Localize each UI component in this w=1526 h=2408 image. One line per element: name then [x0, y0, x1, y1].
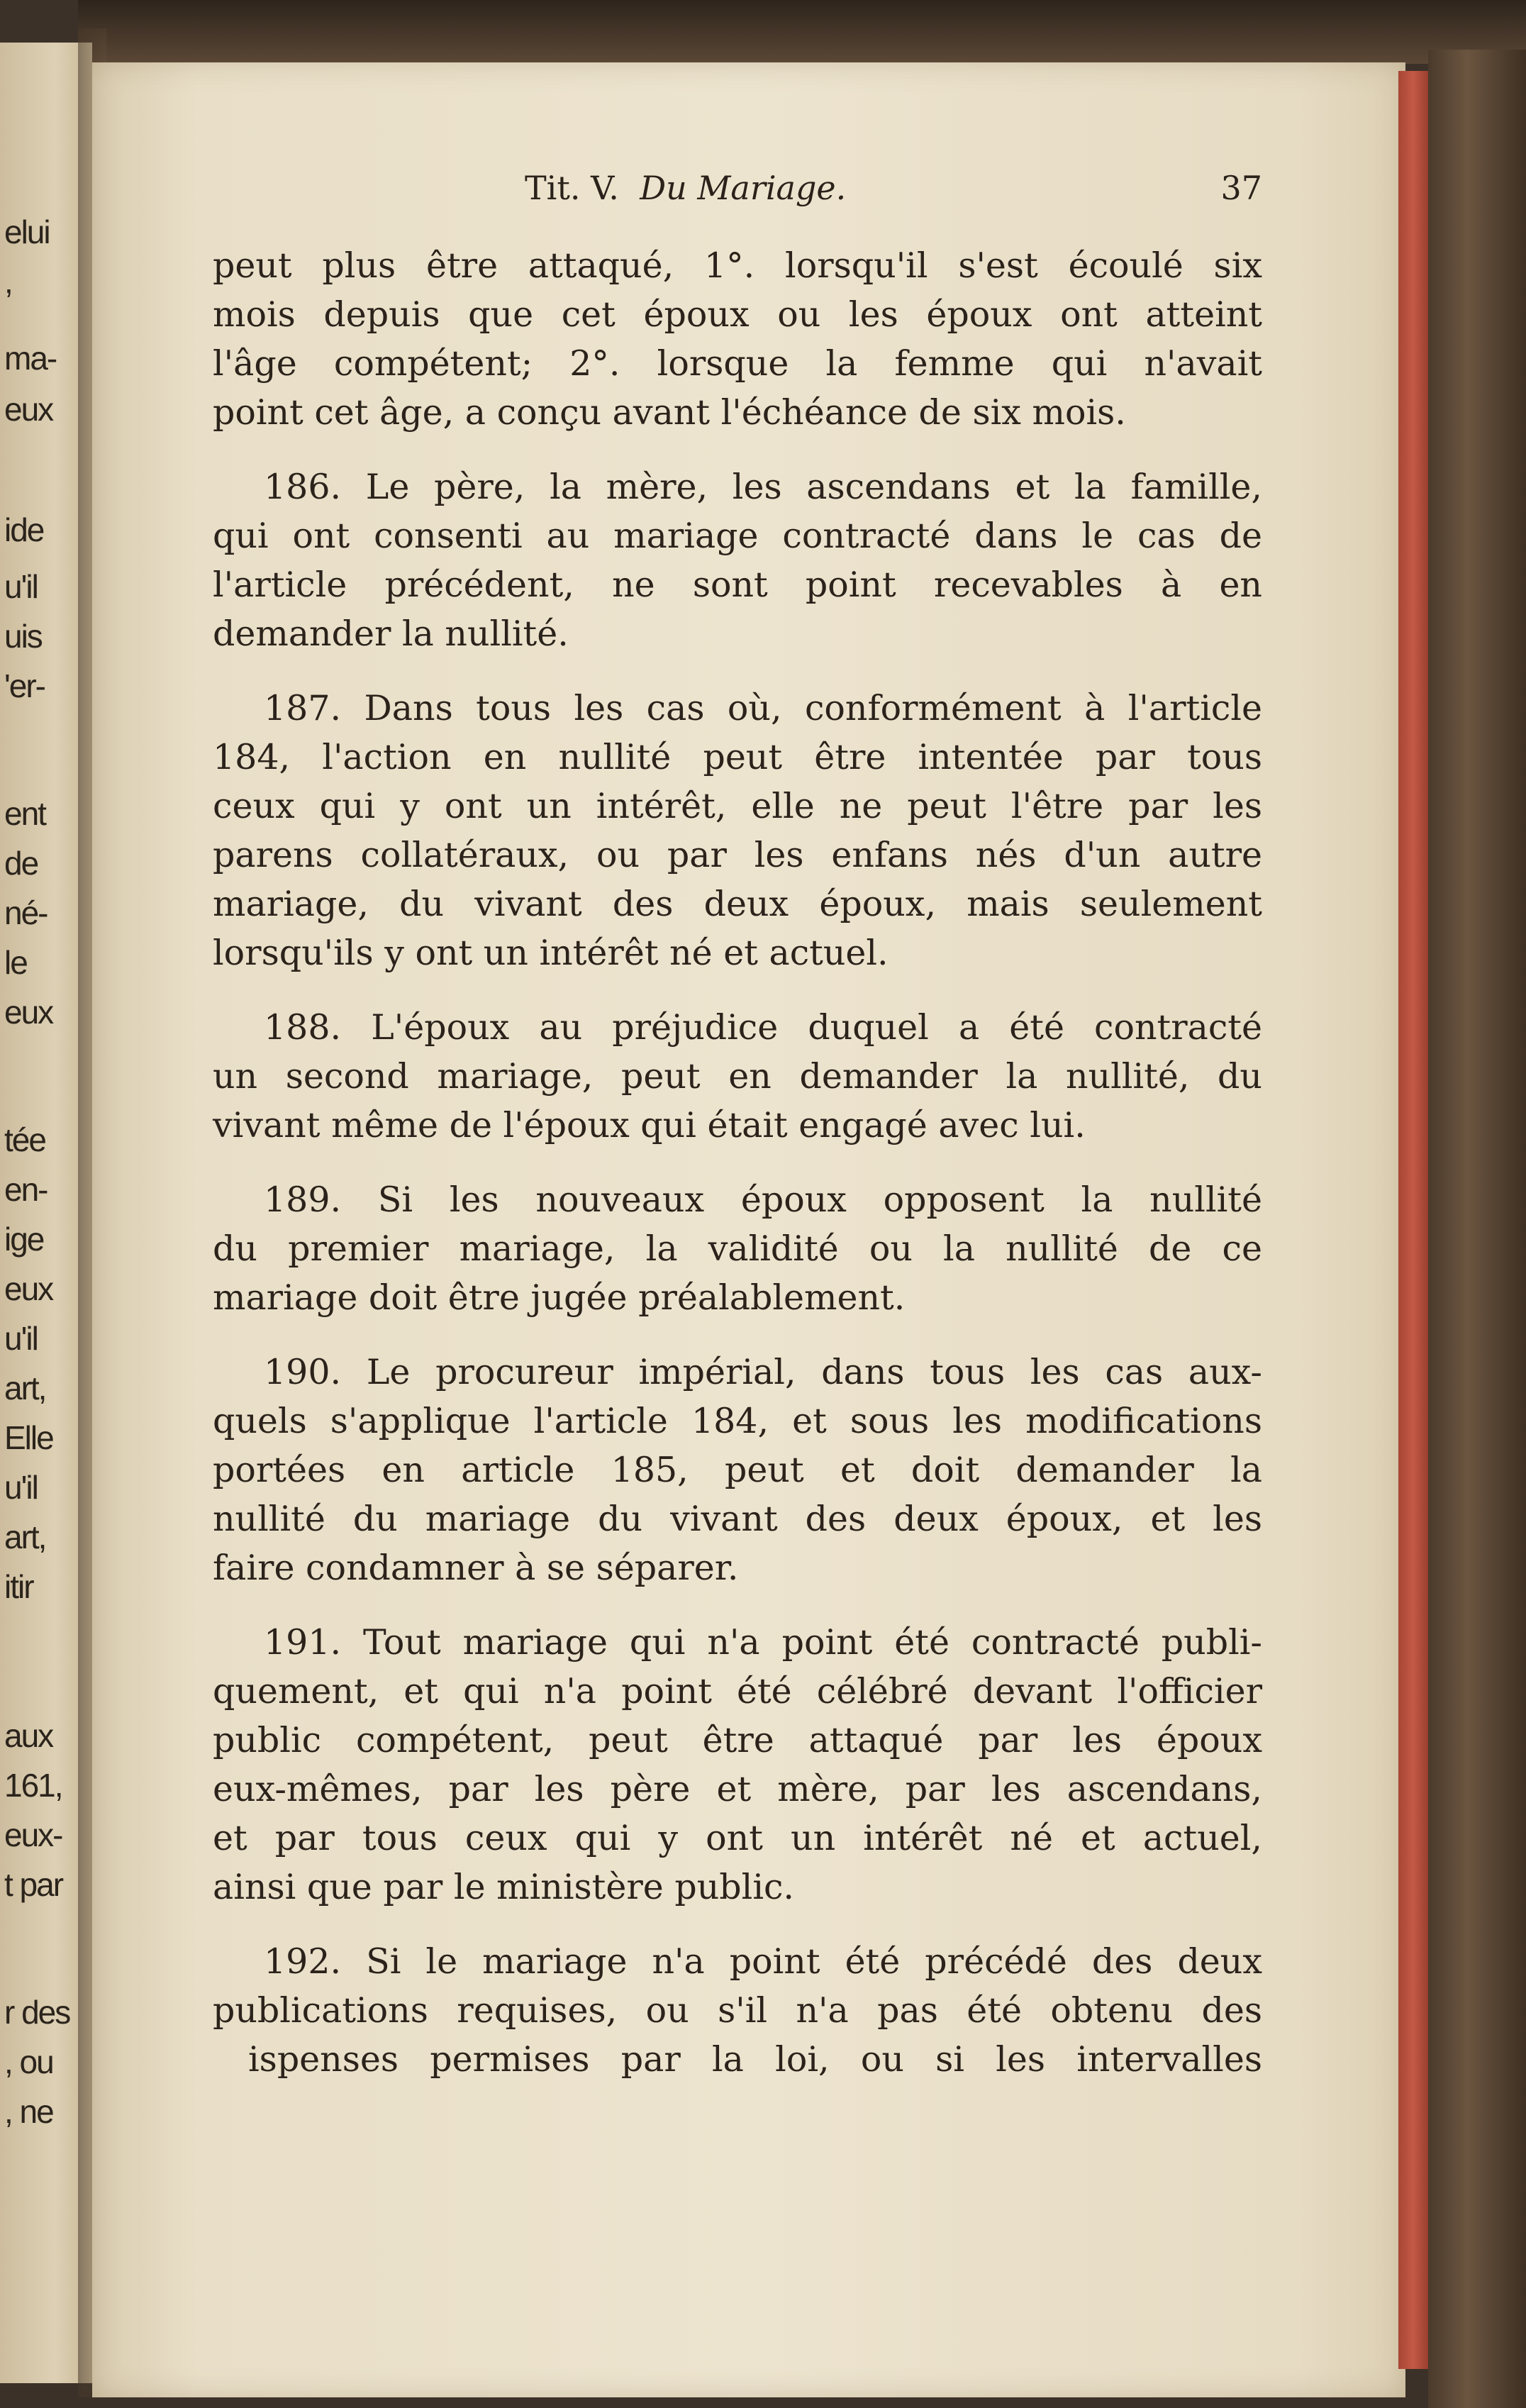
- margin-fragment: art,: [4, 1370, 46, 1406]
- margin-fragment: ide: [4, 511, 44, 548]
- text-line: 184, l'action en nullité peut être intentée par tous: [213, 737, 1262, 777]
- running-title-prefix: Tit. V.: [525, 169, 619, 207]
- page-header: [525, 169, 1262, 226]
- text-line: et par tous ceux qui y ont un intérêt né et actuel,: [213, 1818, 1262, 1858]
- page-number: 37: [1220, 169, 1262, 207]
- text-line: 190. Le procureur impérial, dans tous les cas aux-: [264, 1352, 1262, 1392]
- margin-fragment: eux-: [4, 1816, 62, 1853]
- text-line: parens collatéraux, ou par les enfans nés d'un autre: [213, 835, 1262, 875]
- text-line: demander la nullité.: [213, 614, 569, 654]
- margin-fragment: de: [4, 845, 38, 882]
- paragraph-185-continued: [213, 241, 1262, 437]
- page-body: [213, 241, 1262, 2109]
- text-line: public compétent, peut être attaqué par les époux: [213, 1720, 1262, 1760]
- text-line: 187. Dans tous les cas où, conformément à l'article: [264, 688, 1262, 728]
- text-line: eux-mêmes, par les père et mère, par les ascendans,: [213, 1769, 1262, 1809]
- text-line: l'âge compétent; 2°. lorsque la femme qui n'avait: [213, 343, 1262, 384]
- margin-fragment: , ne: [4, 2093, 53, 2130]
- text-line: quement, et qui n'a point été célébré devant l'officier: [213, 1671, 1262, 1711]
- text-line: lorsqu'ils y ont un intérêt né et actuel.: [213, 933, 889, 973]
- article-187: [213, 684, 1262, 977]
- text-line: publications requises, ou s'il n'a pas été obtenu des: [213, 1990, 1262, 2031]
- margin-fragment: né-: [4, 894, 48, 931]
- margin-fragment: le: [4, 944, 27, 981]
- article-189: [213, 1175, 1262, 1322]
- book-cover-right: [1428, 50, 1526, 2408]
- margin-fragment: 161,: [4, 1767, 62, 1804]
- margin-fragment: ,: [4, 263, 12, 300]
- article-190: [213, 1348, 1262, 1592]
- text-line: ispenses permises par la loi, ou si les intervalles: [248, 2039, 1262, 2080]
- text-line: point cet âge, a conçu avant l'échéance de six mois.: [213, 392, 1126, 433]
- text-line: faire condamner à se séparer.: [213, 1548, 739, 1588]
- text-line: nullité du mariage du vivant des deux époux, et les: [213, 1499, 1262, 1539]
- running-title: [525, 169, 846, 207]
- margin-fragment: r des: [4, 1994, 70, 2031]
- margin-fragment: 'er-: [4, 667, 45, 704]
- margin-fragment: eux: [4, 1270, 53, 1307]
- text-line: quels s'applique l'article 184, et sous les modifications: [213, 1401, 1262, 1441]
- red-page-edges: [1398, 71, 1428, 2369]
- text-line: mois depuis que cet époux ou les époux ont atteint: [213, 294, 1262, 335]
- margin-fragment: u'il: [4, 1469, 38, 1506]
- book-cover-top: [78, 0, 1526, 64]
- running-title-section: Du Mariage.: [640, 169, 847, 207]
- text-line: portées en article 185, peut et doit demander la: [213, 1450, 1262, 1490]
- article-191: [213, 1618, 1262, 1912]
- margin-fragment: u'il: [4, 1320, 38, 1357]
- margin-fragment: eux: [4, 391, 53, 428]
- text-line: peut plus être attaqué, 1°. lorsqu'il s'est écoulé six: [213, 245, 1262, 286]
- text-line: mariage doit être jugée préalablement.: [213, 1277, 906, 1318]
- article-186: [213, 462, 1262, 658]
- margin-fragment: aux: [4, 1717, 53, 1754]
- margin-fragment: u'il: [4, 568, 38, 605]
- margin-fragment: elui: [4, 213, 50, 250]
- margin-fragment: ige: [4, 1221, 44, 1258]
- margin-fragment: itir: [4, 1568, 33, 1605]
- article-192: [213, 1937, 1262, 2084]
- margin-fragment: art,: [4, 1519, 46, 1555]
- margin-fragment: uis: [4, 618, 42, 655]
- text-line: 189. Si les nouveaux époux opposent la nullité: [264, 1180, 1262, 1220]
- text-line: l'article précédent, ne sont point recevables à en: [213, 565, 1262, 605]
- margin-fragment: , ou: [4, 2043, 53, 2080]
- margin-fragment: eux: [4, 994, 53, 1031]
- margin-fragment: t par: [4, 1866, 63, 1903]
- margin-fragment: tée: [4, 1121, 45, 1158]
- text-line: du premier mariage, la validité ou la nullité de ce: [213, 1228, 1262, 1269]
- margin-fragment: ma-: [4, 340, 57, 377]
- text-line: ainsi que par le ministère public.: [213, 1867, 795, 1907]
- margin-fragment: en-: [4, 1171, 48, 1208]
- text-line: ceux qui y ont un intérêt, elle ne peut l'être par les: [213, 786, 1262, 826]
- text-line: un second mariage, peut en demander la nullité, du: [213, 1056, 1262, 1097]
- text-line: qui ont consenti au mariage contracté dans le cas de: [213, 516, 1262, 556]
- article-188: [213, 1003, 1262, 1150]
- text-line: 188. L'époux au préjudice duquel a été contracté: [264, 1007, 1262, 1048]
- margin-fragment: ent: [4, 795, 45, 832]
- text-line: 192. Si le mariage n'a point été précédé des deux: [264, 1941, 1262, 1982]
- text-line: 186. Le père, la mère, les ascendans et la famille,: [264, 467, 1262, 507]
- margin-fragment: Elle: [4, 1419, 53, 1456]
- text-line: mariage, du vivant des deux époux, mais seulement: [213, 884, 1262, 924]
- text-line: vivant même de l'époux qui était engagé avec lui.: [213, 1105, 1086, 1145]
- text-line: 191. Tout mariage qui n'a point été contracté publi-: [264, 1622, 1262, 1663]
